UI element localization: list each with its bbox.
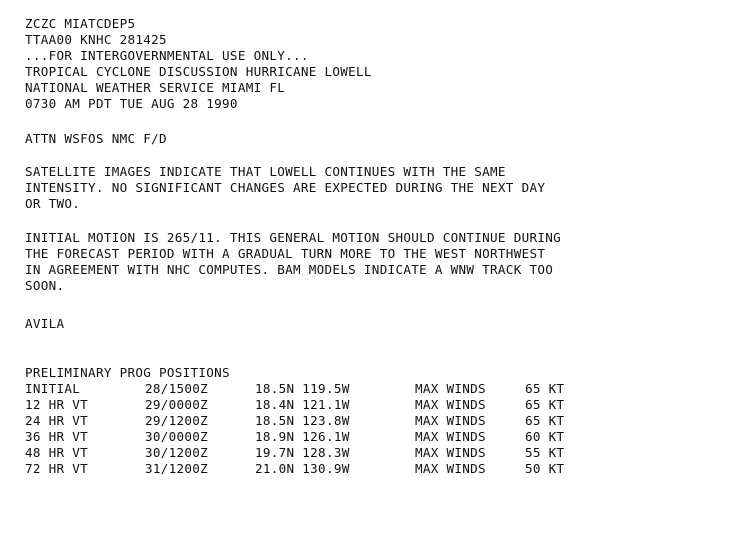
prog-kt: 60 KT [525,429,565,444]
prog-winds: MAX WINDS [415,445,486,460]
prog-pos: 18.4N 121.1W [255,397,350,412]
prog-label: 48 HR VT [25,445,89,460]
prog-time: 31/1200Z [145,461,209,476]
prog-label: 24 HR VT [25,413,89,428]
prog-title: PRELIMINARY PROG POSITIONS [25,365,230,380]
prog-pos: 21.0N 130.9W [255,461,350,476]
prog-time: 28/1500Z [145,381,209,396]
prog-winds: MAX WINDS [415,397,486,412]
prog-label: 12 HR VT [25,397,89,412]
paragraph1-line-2: INTENSITY. NO SIGNIFICANT CHANGES ARE EXPECTED DURING THE NEXT DAY [25,180,546,195]
header-line-1: ZCZC MIATCDEP5 [25,16,136,31]
prog-winds: MAX WINDS [415,461,486,476]
prog-winds: MAX WINDS [415,429,486,444]
prog-label: INITIAL [25,381,81,396]
header-line-6: 0730 AM PDT TUE AUG 28 1990 [25,96,238,111]
prog-kt: 50 KT [525,461,565,476]
paragraph2-line-4: SOON. [25,278,65,293]
header-line-2: TTAA00 KNHC 281425 [25,32,167,47]
prog-kt: 55 KT [525,445,565,460]
prog-pos: 18.5N 119.5W [255,381,350,396]
header-line-4: TROPICAL CYCLONE DISCUSSION HURRICANE LOWELL [25,64,372,79]
attn-line: ATTN WSFOS NMC F/D [25,131,167,146]
prog-pos: 18.5N 123.8W [255,413,350,428]
paragraph2-line-3: IN AGREEMENT WITH NHC COMPUTES. BAM MODELS INDICATE A WNW TRACK TOO [25,262,554,277]
prog-winds: MAX WINDS [415,413,486,428]
prog-kt: 65 KT [525,381,565,396]
prog-winds: MAX WINDS [415,381,486,396]
prog-kt: 65 KT [525,397,565,412]
prog-label: 36 HR VT [25,429,89,444]
prog-pos: 18.9N 126.1W [255,429,350,444]
header-line-3: ...FOR INTERGOVERNMENTAL USE ONLY... [25,48,309,63]
header-line-5: NATIONAL WEATHER SERVICE MIAMI FL [25,80,286,95]
paragraph2-line-1: INITIAL MOTION IS 265/11. THIS GENERAL MOTION SHOULD CONTINUE DURING [25,230,561,245]
prog-label: 72 HR VT [25,461,89,476]
paragraph1-line-3: OR TWO. [25,196,81,211]
prog-kt: 65 KT [525,413,565,428]
signature: AVILA [25,316,65,331]
prog-time: 30/1200Z [145,445,209,460]
paragraph2-line-2: THE FORECAST PERIOD WITH A GRADUAL TURN MORE TO THE WEST NORTHWEST [25,246,546,261]
paragraph1-line-1: SATELLITE IMAGES INDICATE THAT LOWELL CONTINUES WITH THE SAME [25,164,506,179]
prog-time: 29/0000Z [145,397,209,412]
prog-pos: 19.7N 128.3W [255,445,350,460]
prog-time: 30/0000Z [145,429,209,444]
prog-time: 29/1200Z [145,413,209,428]
